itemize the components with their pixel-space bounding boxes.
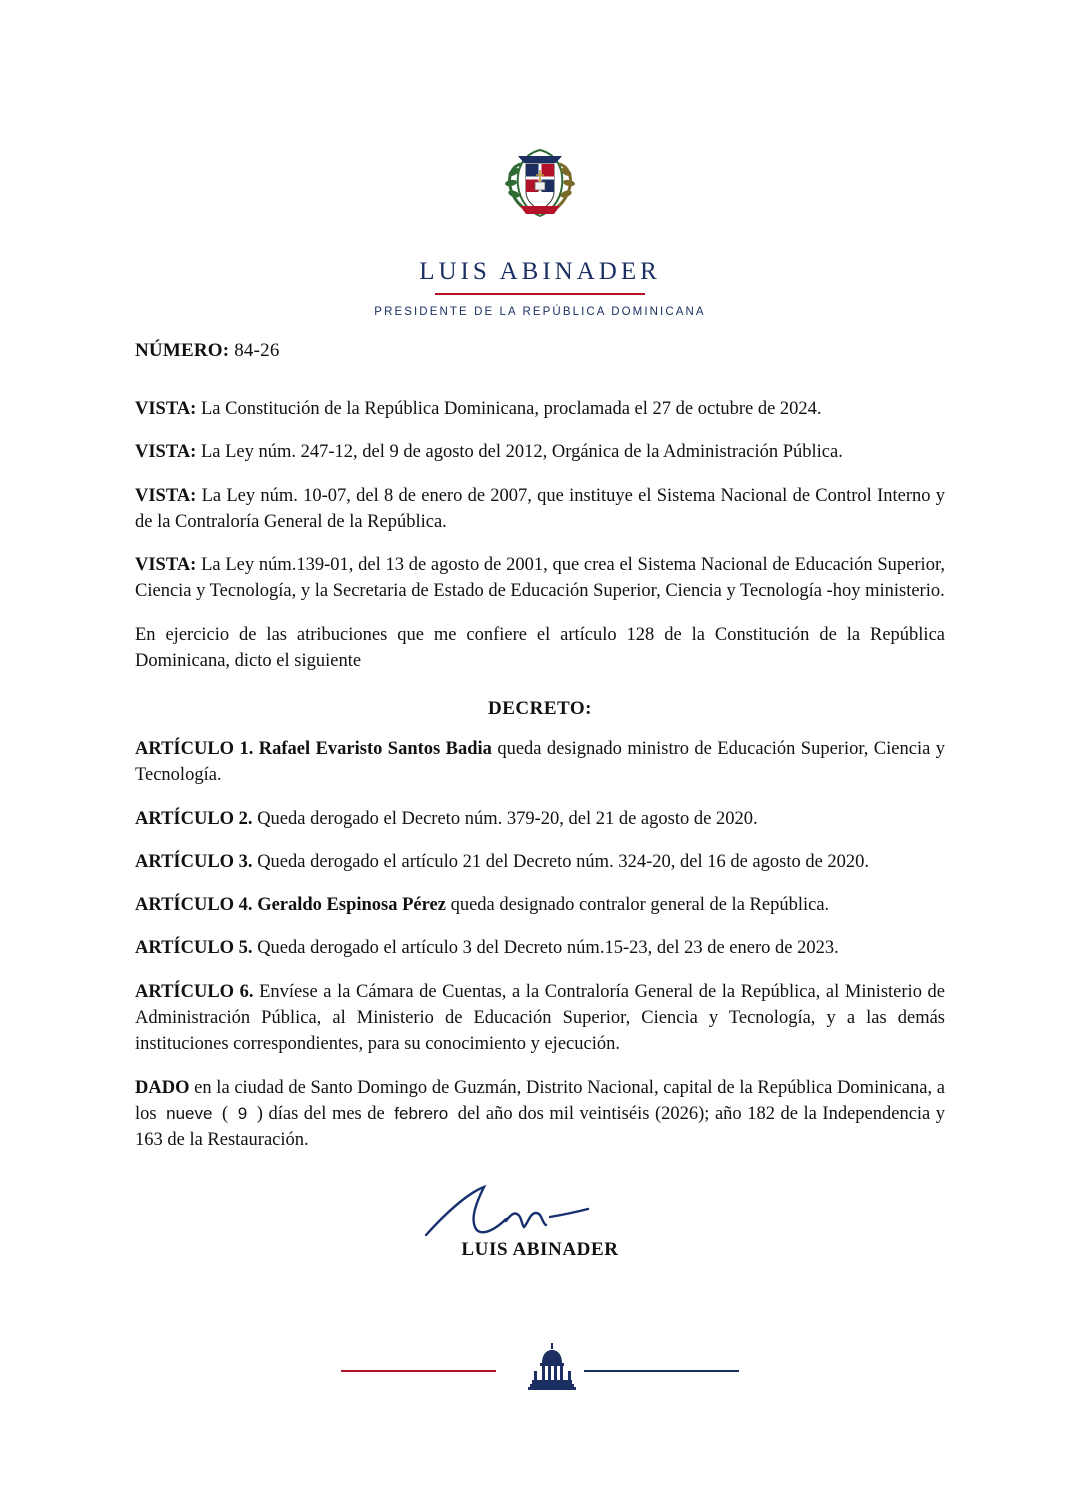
recital-text: La Constitución de la República Dominicana, proclamada el 27 de octubre de 2024.: [196, 399, 822, 419]
recital-label: VISTA:: [135, 399, 197, 419]
article-text: Queda derogado el artículo 3 del Decreto núm.15-23, del 23 de enero de 2023.: [252, 938, 839, 959]
dado-month: febrero: [394, 1103, 449, 1123]
recital-text: La Ley núm.139-01, del 13 de agosto de 2001, que crea el Sistema Nacional de Educación Superior, Ciencia y Tecnología, y la Secretaria de Estado de Educación Superior, Ciencia y Tecnología -hoy ministerio.: [135, 555, 945, 602]
dado-label: DADO: [135, 1077, 190, 1098]
handwritten-signature-icon: [135, 1179, 945, 1245]
document-footer: [0, 1339, 1080, 1429]
recital-text: La Ley núm. 10-07, del 8 de enero de 2007, que instituye el Sistema Nacional de Control Interno y de la Contraloría General de la República.: [135, 485, 945, 532]
recital-paragraph: [135, 552, 945, 605]
article-subject: Rafael Evaristo Santos Badia: [253, 739, 492, 760]
article-text: Envíese a la Cámara de Cuentas, a la Contraloría General de la República, al Ministerio de Administración Pública, al Ministerio de Educación Superior, Ciencia y Tecnología, y a las demás instituciones correspondientes, para su conocimiento y ejecución.: [135, 981, 945, 1055]
dado-day-number: 9: [237, 1103, 248, 1123]
article-label: ARTÍCULO 5.: [135, 938, 253, 959]
decree-number-value: 84-26: [234, 340, 280, 361]
header-divider: [435, 293, 645, 296]
recital-paragraph: [135, 396, 945, 422]
dominican-republic-coat-of-arms-icon: [490, 130, 590, 230]
article-item: [135, 849, 945, 875]
article-item: [135, 806, 945, 832]
recital-label: VISTA:: [135, 485, 197, 506]
article-item: [135, 892, 945, 918]
dado-text-1: en la ciudad de Santo Domingo de Guzmán, Distrito Nacional, capital de la República Dominicana, a los: [135, 1077, 945, 1124]
dado-text-2: días del mes de: [268, 1103, 385, 1124]
article-text: Queda derogado el artículo 21 del Decreto núm. 324-20, del 16 de agosto de 2020.: [252, 851, 870, 872]
article-item: [135, 736, 945, 789]
article-text: queda designado contralor general de la República.: [445, 895, 830, 916]
decree-heading: DECRETO:: [488, 698, 592, 720]
document-body: [135, 318, 945, 1289]
national-palace-icon: [508, 1339, 572, 1403]
article-label: ARTÍCULO 1.: [135, 739, 254, 760]
document-header: [0, 0, 1080, 318]
recital-paragraph: [135, 439, 945, 465]
article-item: [135, 935, 945, 961]
decree-number-label: NÚMERO:: [135, 340, 230, 361]
article-label: ARTÍCULO 3.: [135, 851, 253, 872]
dado-day-word: nueve: [166, 1103, 213, 1123]
president-title: PRESIDENTE DE LA REPÚBLICA DOMINICANA: [374, 306, 706, 318]
decree-number: [135, 340, 945, 362]
dado-text-3: del año dos mil veintiséis (2026); año 182 de la Independencia y 163 de la Restauración.: [135, 1103, 946, 1151]
recital-paragraph: [135, 483, 945, 536]
footer-line-right: [584, 1370, 739, 1372]
article-text: queda designado ministro de Educación Superior, Ciencia y Tecnología.: [135, 739, 945, 786]
recital-text: La Ley núm. 247-12, del 9 de agosto del 2012, Orgánica de la Administración Pública.: [196, 442, 843, 463]
article-text: Queda derogado el Decreto núm. 379-20, del 21 de agosto de 2020.: [252, 808, 758, 829]
recital-label: VISTA:: [135, 442, 197, 463]
article-label: ARTÍCULO 2.: [135, 808, 253, 829]
article-label: ARTÍCULO 6.: [135, 981, 254, 1002]
dado-paren-close: ): [256, 1103, 263, 1124]
enactment-text: En ejercicio de las atribuciones que me confiere el artículo 128 de la Constitución de la República Dominicana, dicto el siguiente: [135, 624, 945, 671]
footer-line-left: [341, 1370, 496, 1372]
dado-paragraph: [135, 1075, 945, 1154]
article-item: [135, 979, 945, 1058]
article-subject: Geraldo Espinosa Pérez: [252, 895, 446, 916]
signature-name: LUIS ABINADER: [461, 1239, 619, 1261]
signature-block: [135, 1179, 945, 1289]
president-name: LUIS ABINADER: [419, 258, 661, 285]
dado-paren-open: (: [222, 1103, 229, 1124]
article-label: ARTÍCULO 4.: [135, 895, 253, 916]
enactment-paragraph: [135, 622, 945, 675]
recital-label: VISTA:: [135, 555, 197, 576]
